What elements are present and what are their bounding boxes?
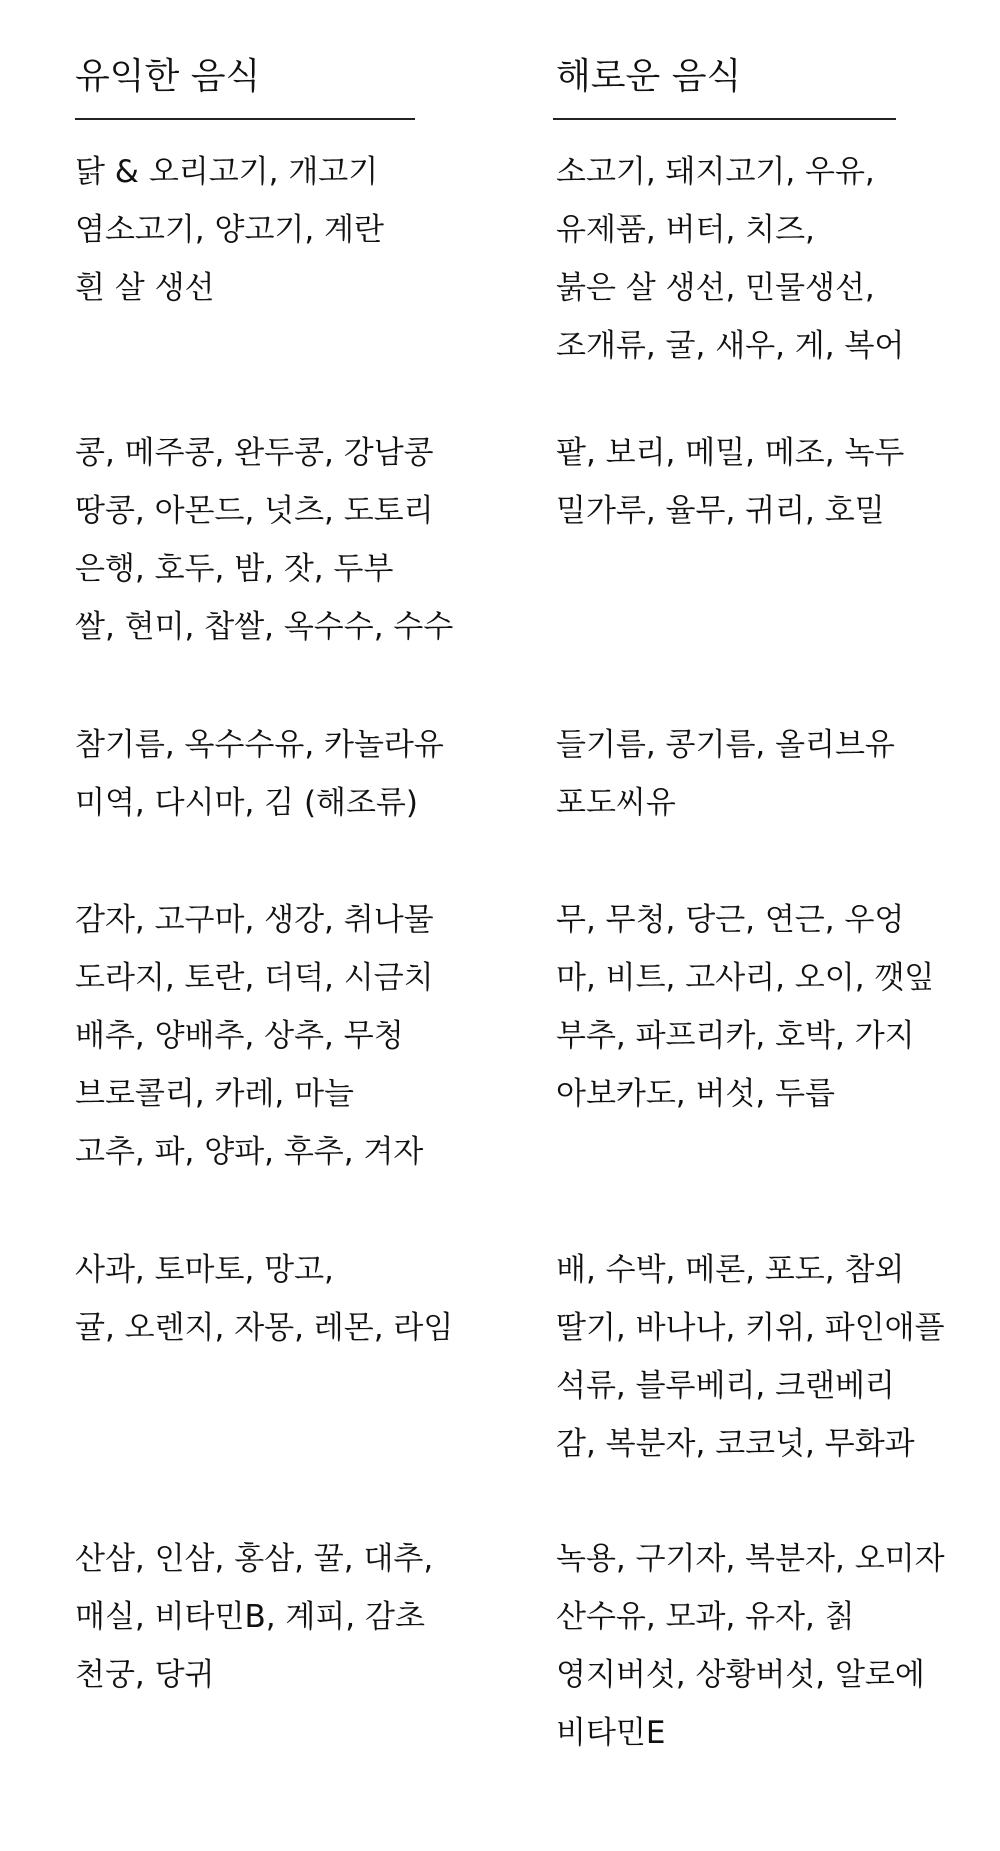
food-line: 콩, 메주콩, 완두콩, 강남콩 (75, 435, 434, 471)
food-line: 염소고기, 양고기, 계란 (75, 212, 384, 248)
food-line: 감자, 고구마, 생강, 취나물 (75, 902, 434, 938)
beneficial-group-fruits (75, 1241, 453, 1357)
beneficial-foods-title: 유익한 음식 (75, 56, 261, 97)
food-line: 은행, 호두, 밤, 잣, 두부 (75, 551, 394, 587)
harmful-group-oils (556, 716, 895, 832)
food-line: 붉은 살 생선, 민물생선, (556, 270, 875, 306)
food-line: 쌀, 현미, 찹쌀, 옥수수, 수수 (75, 609, 454, 645)
food-line: 귤, 오렌지, 자몽, 레몬, 라임 (75, 1310, 454, 1346)
food-line: 딸기, 바나나, 키위, 파인애플 (556, 1310, 945, 1346)
food-line: 들기름, 콩기름, 올리브유 (556, 727, 895, 763)
harmful-group-vegetables (556, 891, 934, 1123)
food-line: 비타민E (556, 1715, 666, 1751)
harmful-title-divider (553, 118, 896, 120)
food-line: 아보카도, 버섯, 두릅 (556, 1076, 835, 1112)
beneficial-group-vegetables (75, 891, 434, 1181)
beneficial-group-oils-seaweed (75, 716, 444, 832)
food-line: 매실, 비타민B, 계피, 감초 (75, 1599, 425, 1635)
food-line: 영지버섯, 상황버섯, 알로에 (556, 1657, 925, 1693)
food-line: 배추, 양배추, 상추, 무청 (75, 1018, 404, 1054)
beneficial-group-protein (75, 143, 384, 317)
harmful-group-fruits (556, 1241, 945, 1473)
food-line: 산수유, 모과, 유자, 칡 (556, 1599, 855, 1635)
food-line: 석류, 블루베리, 크랜베리 (556, 1368, 895, 1404)
food-line: 무, 무청, 당근, 연근, 우엉 (556, 902, 905, 938)
harmful-group-herbal (556, 1530, 945, 1762)
food-line: 소고기, 돼지고기, 우유, (556, 154, 875, 190)
food-line: 마, 비트, 고사리, 오이, 깻잎 (556, 960, 935, 996)
harmful-group-protein (556, 143, 904, 375)
harmful-foods-title: 해로운 음식 (556, 56, 742, 97)
beneficial-group-grains-legumes (75, 424, 453, 656)
food-line: 닭 & 오리고기, 개고기 (75, 154, 379, 190)
food-line: 도라지, 토란, 더덕, 시금치 (75, 960, 434, 996)
food-line: 감, 복분자, 코코넛, 무화과 (556, 1426, 915, 1462)
beneficial-title-divider (75, 118, 415, 120)
food-line: 사과, 토마토, 망고, (75, 1252, 334, 1288)
food-line: 천궁, 당귀 (75, 1657, 215, 1693)
beneficial-group-herbal (75, 1530, 433, 1704)
food-line: 밀가루, 율무, 귀리, 호밀 (556, 493, 885, 529)
harmful-group-grains-legumes (556, 424, 904, 540)
food-line: 참기름, 옥수수유, 카놀라유 (75, 727, 444, 763)
food-line: 부추, 파프리카, 호박, 가지 (556, 1018, 915, 1054)
food-line: 조개류, 굴, 새우, 게, 복어 (556, 328, 905, 364)
food-line: 녹용, 구기자, 복분자, 오미자 (556, 1541, 945, 1577)
food-line: 브로콜리, 카레, 마늘 (75, 1076, 354, 1112)
food-line: 미역, 다시마, 김 (해조류) (75, 785, 418, 821)
food-line: 고추, 파, 양파, 후추, 겨자 (75, 1134, 424, 1170)
food-line: 팥, 보리, 메밀, 메조, 녹두 (556, 435, 905, 471)
food-line: 배, 수박, 메론, 포도, 참외 (556, 1252, 905, 1288)
food-line: 포도씨유 (556, 785, 676, 821)
food-line: 유제품, 버터, 치즈, (556, 212, 815, 248)
food-line: 땅콩, 아몬드, 넛츠, 도토리 (75, 493, 434, 529)
food-line: 산삼, 인삼, 홍삼, 꿀, 대추, (75, 1541, 434, 1577)
food-line: 흰 살 생선 (75, 270, 215, 306)
